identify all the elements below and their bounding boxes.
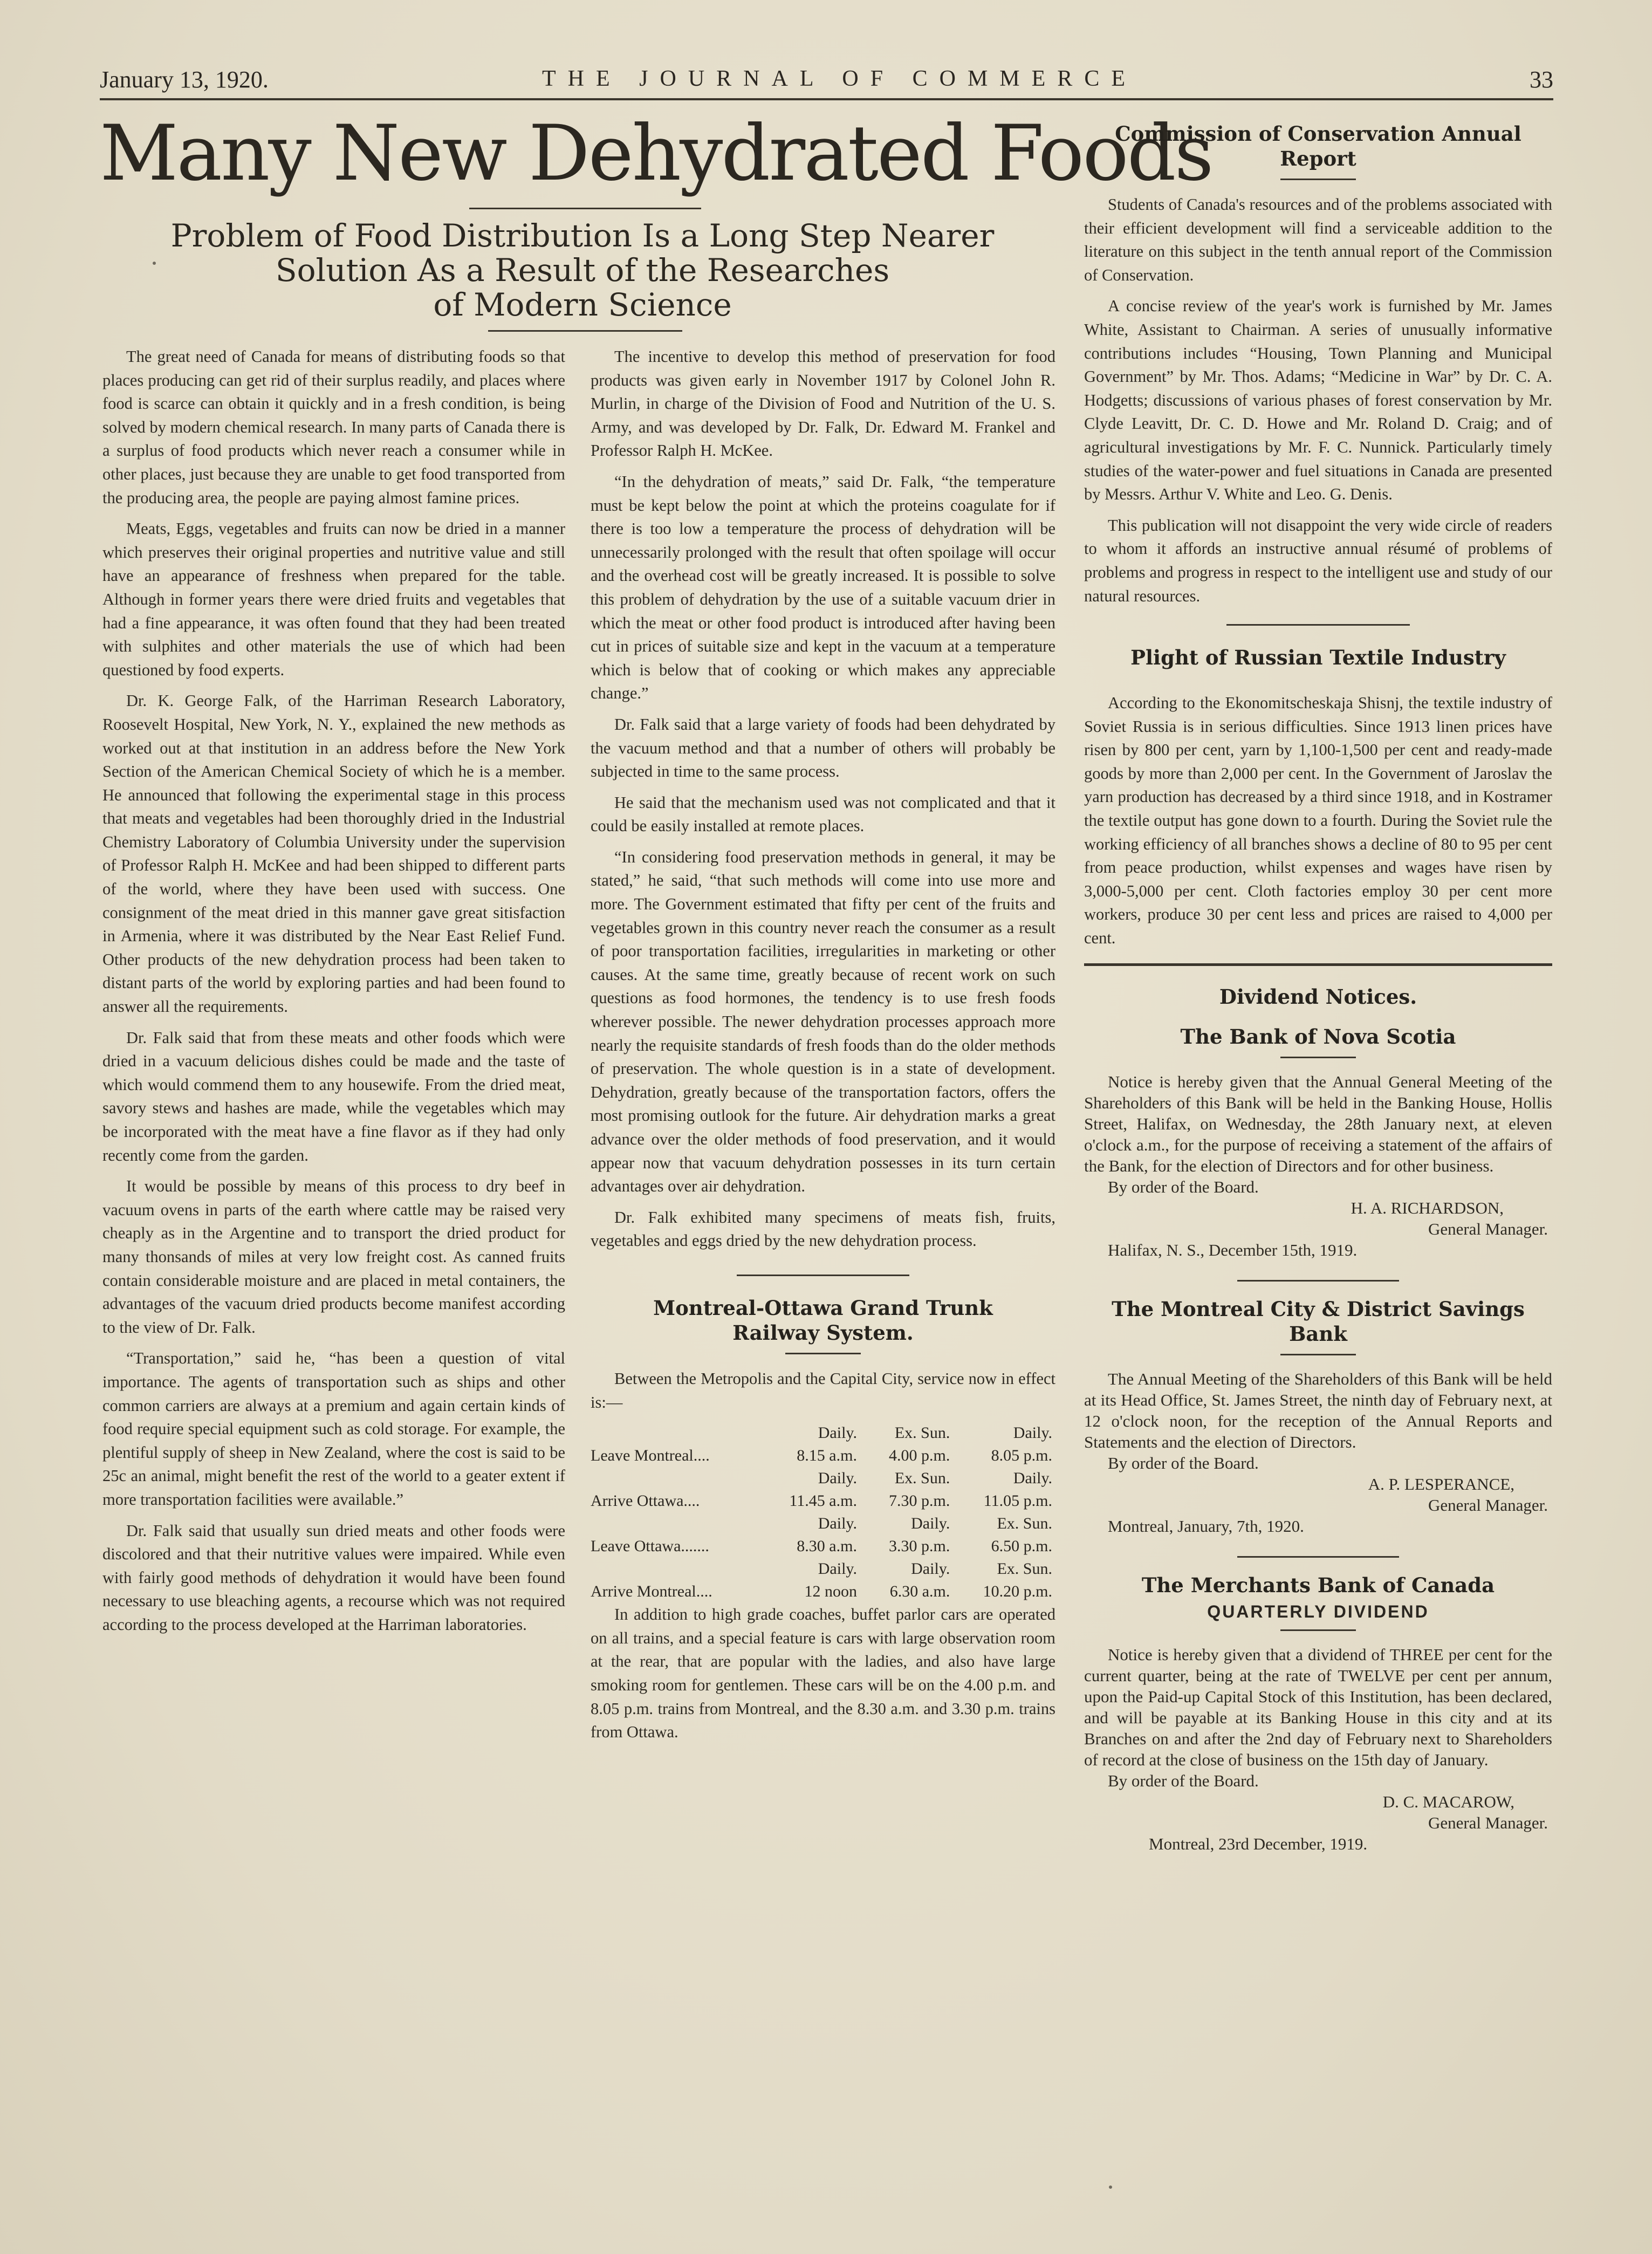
nova-scotia-title: The Bank of Nova Scotia bbox=[1180, 1024, 1456, 1049]
nova-scotia-order: By order of the Board. bbox=[1108, 1177, 1259, 1196]
timetable-day-label: Daily. bbox=[818, 1469, 857, 1488]
merchants-bank-title: The Merchants Bank of Canada bbox=[1141, 1573, 1495, 1597]
timetable-day-label: Ex. Sun. bbox=[894, 1469, 950, 1488]
conservation-article bbox=[1084, 121, 1552, 608]
timetable-time: 8.05 p.m. bbox=[991, 1447, 1052, 1465]
timetable-header-row bbox=[591, 1558, 1055, 1580]
merchants-bank-signatory: D. C. MACAROW, bbox=[1382, 1792, 1514, 1811]
article-paragraph: He said that the mechanism used was not complicated and that it could be easily installed at remote places. bbox=[591, 793, 1055, 835]
subheadline-line: Solution As a Result of the Researches bbox=[275, 252, 890, 289]
merchants-bank-text: Notice is hereby given that a dividend of THREE per cent for the current quarter, being at the rate of TWELVE per cent per annum, upon the Paid-up Capital Stock of this Institution, has been declared, and will be payable at its Banking House in this city and at its Branches on and after the 2nd day of February next to Shareholders of record at the close of business on the 15th day of January. bbox=[1084, 1645, 1552, 1769]
timetable-time: 11.05 p.m. bbox=[983, 1492, 1052, 1510]
montreal-city-notice bbox=[1084, 1297, 1552, 1537]
timetable-day-label: Daily. bbox=[1013, 1424, 1052, 1442]
timetable-time: 4.00 p.m. bbox=[889, 1447, 950, 1465]
article-paragraph: “In considering food preservation methods in general, it may be stated,” he said, “that such methods will come into use more and more. The Government estimated that fifty per cent of the fruits and vegetables grown in this country never reach the consumer as a result of poor transportation facilities, irregularities in marketing or other causes. At the same time, greatly because of recent work on such questions as food hormones, the tendency is to use fresh foods wherever possible. The newer dehydration processes approach more nearly the requisite standards of fresh foods than do the older methods of preservation. The whole question is in a state of development. Dehydration, greatly because of the transportation factors, offers the most promising outlook for the future. Air dehydration marks a great advance over the older methods of food preservation, and it would appear now that vacuum dehydration possesses in its turn certain advantages over air dehydration. bbox=[591, 847, 1055, 1196]
timetable-header-row bbox=[591, 1422, 1055, 1444]
article-paragraph: Dr. Falk exhibited many specimens of meats fish, fruits, vegetables and eggs dried by the new dehydration process. bbox=[591, 1208, 1055, 1250]
article-column-2 bbox=[591, 345, 1055, 1752]
article-paragraph: Dr. Falk said that from these meats and other foods which were dried in a vacuum delicious dishes could be made and the taste of which would commend them to any housewife. From the dried meat, savory stews and hashes are made, while the vegetables which may be incorporated with the meat have a fine flavor as if they had only recently come from the garden. bbox=[102, 1028, 565, 1164]
timetable-day-label: Ex. Sun. bbox=[894, 1424, 950, 1442]
timetable-day-label: Daily. bbox=[818, 1424, 857, 1442]
montreal-city-role: General Manager. bbox=[1428, 1495, 1548, 1515]
title-spacer bbox=[1084, 670, 1552, 691]
timetable-station: Leave Montreal.... bbox=[591, 1447, 710, 1465]
print-speck bbox=[1109, 2186, 1112, 2189]
timetable-day-label: Daily. bbox=[1013, 1469, 1052, 1488]
nova-scotia-title-rule bbox=[1280, 1057, 1356, 1058]
timetable-row bbox=[591, 1535, 1055, 1558]
section-divider bbox=[1237, 1280, 1399, 1282]
timetable-day-label: Daily. bbox=[911, 1560, 950, 1578]
article-paragraph: It would be possible by means of this process to dry beef in vacuum ovens in parts of the earth where cattle may be raised very cheaply as in the Argentine and to transport the dried product for many thonsands of miles at very low freight cost. As canned fruits contain considerable moisture and are placed in metal containers, the advantages of the vacuum dried products become manifest according to the view of Dr. Falk. bbox=[102, 1177, 565, 1337]
timetable-time: 6.30 a.m. bbox=[889, 1582, 950, 1601]
timetable-header-row bbox=[591, 1467, 1055, 1490]
timetable-row bbox=[591, 1490, 1055, 1512]
merchants-bank-subtitle: QUARTERLY DIVIDEND bbox=[1207, 1601, 1429, 1621]
russian-textile-paragraph: According to the Ekonomitscheskaja Shisnj, the textile industry of Soviet Russia is in serious difficulties. Since 1913 linen prices have risen by 800 per cent, yarn by 1,100-1,500 per cent and ready-made goods by more than 2,000 per cent. In the Government of Jaroslav the yarn production has decreased by a third since 1918, and in Kostramer the textile output has gone down to a fourth. During the Soviet rule the working efficiency of all branches shows a decline of 80 to 95 per cent from peace production, whilst expenses and wages have risen by 3,000-5,000 per cent. Cloth factories employ 30 per cent more workers, produce 30 per cent less and prices are raised to 4,000 per cent. bbox=[1084, 694, 1552, 948]
timetable-day-label: Ex. Sun. bbox=[997, 1560, 1052, 1578]
russian-textile-title: Plight of Russian Textile Industry bbox=[1130, 646, 1506, 670]
nova-scotia-place-date: Halifax, N. S., December 15th, 1919. bbox=[1108, 1240, 1358, 1259]
timetable-header-row bbox=[591, 1512, 1055, 1535]
article-paragraph: “Transportation,” said he, “has been a question of vital importance. The agents of transportation such as ships and other common carriers are always at a premium and again certain kinds of food require special equipment such as cold storage. For example, the plentiful supply of sheep in New Zealand, where the cost is said to be 25c an animal, might benefit the rest of the world to a geater extent if more transportation facilities were available.” bbox=[102, 1349, 565, 1509]
subheadline-line: of Modern Science bbox=[433, 286, 732, 323]
article-paragraph: Meats, Eggs, vegetables and fruits can now be dried in a manner which preserves their original properties and nutritive value and still have an appearance of freshness when prepared for the table. Although in former years there were dried fruits and vegetables that had a fine appearance, it was often found that they had been treated with sulphites and other materials the use of which had been questioned by food experts. bbox=[102, 519, 565, 679]
timetable-row bbox=[591, 1444, 1055, 1467]
heading-spacer bbox=[1084, 1009, 1552, 1024]
timetable-day-label: Daily. bbox=[818, 1560, 857, 1578]
montreal-city-order: By order of the Board. bbox=[1108, 1453, 1259, 1472]
merchants-bank-place-date: Montreal, 23rd December, 1919. bbox=[1149, 1834, 1368, 1853]
timetable-station: Arrive Montreal.... bbox=[591, 1582, 712, 1601]
timetable-time: 6.50 p.m. bbox=[991, 1537, 1052, 1556]
article-paragraph: The incentive to develop this method of preservation for food products was given early in November 1917 by Colonel John R. Murlin, in charge of the Division of Food and Nutrition of the U. S. Army, and was developed by Dr. Falk, Dr. Edward M. Frankel and Professor Ralph H. McKee. bbox=[591, 347, 1055, 460]
timetable-time: 12 noon bbox=[804, 1582, 857, 1601]
section-divider bbox=[1226, 624, 1410, 626]
section-divider bbox=[737, 1275, 909, 1276]
railway-intro: Between the Metropolis and the Capital City, service now in effect is:— bbox=[591, 1369, 1055, 1412]
russian-textile-article bbox=[1084, 645, 1552, 950]
conservation-paragraph: Students of Canada's resources and of the problems associated with their efficient development will find a serviceable addition to the literature on this subject in the tenth annual report of the Commission of Conservation. bbox=[1084, 195, 1552, 284]
article-paragraph: Dr. Falk said that a large variety of foods had been dehydrated by the vacuum method and that a number of others will probably be subjected in time to the same process. bbox=[591, 715, 1055, 781]
section-divider bbox=[1237, 1556, 1399, 1558]
article-paragraph: Dr. Falk said that usually sun dried meats and other foods were discolored and that their nutritive values were impaired. While even with fairly good methods of dehydration it would have been found necessary to use bleaching agents, a recourse which was not required according to the process developed at the Harriman laboratories. bbox=[102, 1521, 565, 1634]
conservation-paragraph: A concise review of the year's work is furnished by Mr. James White, Assistant to Chairman. A series of unusually informative contributions includes “Housing, Town Planning and Municipal Government” by Mr. Thos. Adams; “Medicine in War” by Dr. C. A. Hodgetts; discussions of various phases of forest conservation by Mr. Clyde Leavitt, Dr. C. D. Howe and Mr. Roland D. Craig; and of agricultural investigations by Mr. F. C. Nunnick. Particularly timely studies of the water-power and fuel situations in Canada are presented by Messrs. Arthur V. White and Leo. G. Denis. bbox=[1084, 297, 1552, 504]
timetable-row bbox=[591, 1580, 1055, 1603]
right-column bbox=[1084, 121, 1552, 1854]
montreal-city-signatory: A. P. LESPERANCE, bbox=[1368, 1474, 1514, 1493]
nova-scotia-notice bbox=[1084, 1024, 1552, 1260]
railway-title-rule bbox=[785, 1353, 861, 1354]
montreal-city-place-date: Montreal, January, 7th, 1920. bbox=[1108, 1516, 1304, 1536]
timetable-station: Leave Ottawa....... bbox=[591, 1537, 709, 1556]
dividend-section-rule bbox=[1084, 963, 1552, 966]
railway-notice bbox=[591, 1296, 1055, 1744]
page-number: 33 bbox=[1530, 66, 1553, 93]
montreal-city-text: The Annual Meeting of the Shareholders of this Bank will be held at its Head Office, St. James Street, the ninth day of February next, at 12 o'clock noon, for the reception of the Annual Reports and Statements and the election of Directors. bbox=[1084, 1369, 1552, 1451]
article-column-1 bbox=[102, 345, 565, 1644]
article-paragraph: The great need of Canada for means of distributing foods so that places producing can get rid of their surplus readily, and places where food is scarce can obtain it quickly and in a fresh condition, is being solved by modern chemical research. In many parts of Canada there is a surplus of food products which never reach a consumer while in other places, just because they are unable to get food transported from the producing area, the people are paying almost famine prices. bbox=[102, 347, 565, 507]
conservation-title-rule bbox=[1280, 179, 1356, 180]
merchants-bank-title-rule bbox=[1280, 1629, 1356, 1631]
nova-scotia-role: General Manager. bbox=[1428, 1219, 1548, 1238]
headline-divider bbox=[469, 208, 701, 209]
article-paragraph: “In the dehydration of meats,” said Dr. Falk, “the temperature must be kept below the point at which the proteins coagulate for if there is too low a temperature the process of dehydration will be unnecessarily prolonged with the result that often spoilage will occur and the overhead cost will be greatly increased. It is possible to solve this problem of dehydration by the use of a suitable vacuum drier in which the meat or other food product is introduced after having been cut in prices of suitable size and kept in the vacuum at a temperature which is below that of cooking or which makes any appreciable change.” bbox=[591, 472, 1055, 703]
timetable-station: Arrive Ottawa.... bbox=[591, 1492, 700, 1510]
conservation-title: Commission of Conservation Annual Report bbox=[1115, 122, 1521, 170]
conservation-paragraph: This publication will not disappoint the very wide circle of readers to whom it affords an instructive annual résumé of problems of problems and progress in respect to the intelligent use and study of our natural resources. bbox=[1084, 516, 1552, 605]
subheadline-line: Problem of Food Distribution Is a Long Step Nearer bbox=[170, 217, 995, 254]
timetable-time: 8.30 a.m. bbox=[797, 1537, 857, 1556]
dividend-notices bbox=[1084, 984, 1552, 1854]
merchants-bank-notice bbox=[1084, 1573, 1552, 1854]
montreal-city-title: The Montreal City & District Savings Bank bbox=[1112, 1297, 1525, 1346]
subheadline-divider bbox=[488, 330, 682, 332]
timetable-day-label: Daily. bbox=[911, 1515, 950, 1533]
merchants-bank-order: By order of the Board. bbox=[1108, 1771, 1259, 1790]
dividend-heading: Dividend Notices. bbox=[1219, 984, 1417, 1009]
article-headline: Many New Dehydrated Foods bbox=[100, 109, 1212, 198]
timetable-time: 7.30 p.m. bbox=[889, 1492, 950, 1510]
nova-scotia-text: Notice is hereby given that the Annual General Meeting of the Shareholders of this Bank will be held in the Banking House, Hollis Street, Halifax, on Wednesday, the 28th January next, at eleven o'clock a.m., for the purpose of receiving a statement of the affairs of the Bank, for the election of Directors and for other business. bbox=[1084, 1072, 1552, 1175]
timetable-day-label: Daily. bbox=[818, 1515, 857, 1533]
timetable-day-label: Ex. Sun. bbox=[997, 1515, 1052, 1533]
timetable-time: 8.15 a.m. bbox=[797, 1447, 857, 1465]
page-header bbox=[100, 64, 1553, 100]
railway-outro: In addition to high grade coaches, buffet parlor cars are operated on all trains, and a special feature is cars with large observation room at the rear, that are popular with the ladies, and also have large smoking room for gentlemen. These cars will be on the 4.00 p.m. and 8.05 p.m. trains from Montreal, and the 8.30 a.m. and 3.30 p.m. trains from Ottawa. bbox=[591, 1605, 1055, 1742]
montreal-city-title-rule bbox=[1280, 1354, 1356, 1355]
nova-scotia-signatory: H. A. RICHARDSON, bbox=[1351, 1198, 1504, 1217]
merchants-bank-role: General Manager. bbox=[1428, 1813, 1548, 1832]
article-paragraph: Dr. K. George Falk, of the Harriman Research Laboratory, Roosevelt Hospital, New York, N. Y., explained the new methods as worked out at that institution in an address before the New York Section of the American Chemical Society of which he is a member. He announced that following the experimental stage in this process that meats and vegetables had been thoroughly dried in the Industrial Chemistry Laboratory of Columbia University under the supervision of Professor Ralph H. McKee and had been shipped to different parts of the world, where they have been used with success. One consignment of the meat dried in this manner gave great sitisfaction in Armenia, where it was distributed by the Near East Relief Fund. Other products of the new dehydration process had been taken to distant parts of the world by exploring parties and had been found to answer all the requirements. bbox=[102, 691, 565, 1016]
railway-title: Montreal-Ottawa Grand Trunk Railway System. bbox=[653, 1296, 993, 1345]
article-subheadline bbox=[146, 218, 1019, 322]
timetable-time: 3.30 p.m. bbox=[889, 1537, 950, 1556]
journal-name: THE JOURNAL OF COMMERCE bbox=[542, 66, 1137, 91]
issue-date: January 13, 1920. bbox=[100, 66, 269, 93]
railway-timetable bbox=[591, 1422, 1055, 1603]
timetable-time: 10.20 p.m. bbox=[983, 1582, 1052, 1601]
timetable-time: 11.45 a.m. bbox=[789, 1492, 857, 1510]
print-speck bbox=[153, 262, 156, 265]
